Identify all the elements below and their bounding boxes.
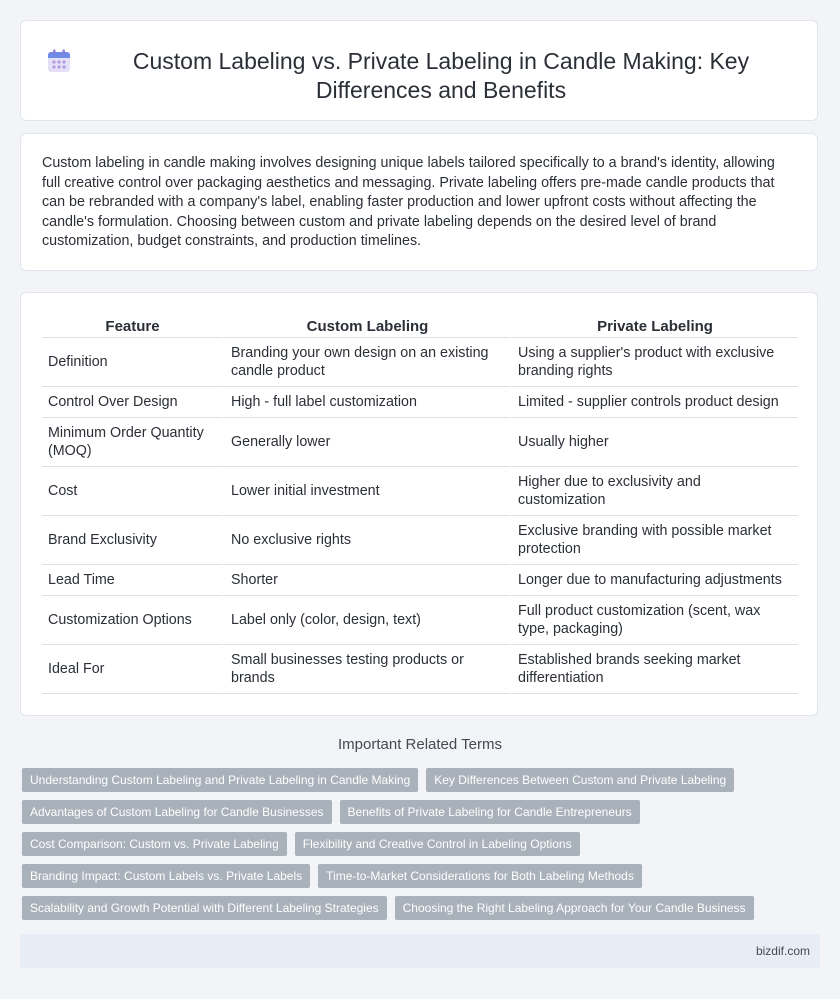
table-row [42,516,798,565]
related-term-link[interactable]: Cost Comparison: Custom vs. Private Labeling [22,832,287,856]
related-terms-list [22,768,802,920]
intro-card [20,133,818,271]
related-term-link[interactable]: Key Differences Between Custom and Private Labeling [426,768,734,792]
table-row [42,467,798,516]
private-cell: Higher due to exclusivity and customization [510,467,798,516]
custom-cell: No exclusive rights [223,516,510,565]
related-term-link[interactable]: Scalability and Growth Potential with Different Labeling Strategies [22,896,387,920]
related-term-link[interactable]: Flexibility and Creative Control in Labeling Options [295,832,580,856]
private-cell: Usually higher [510,418,798,467]
table-row [42,418,798,467]
header-private-labeling: Private Labeling [510,315,798,338]
related-term-link[interactable]: Choosing the Right Labeling Approach for Your Candle Business [395,896,754,920]
comparison-table [42,315,798,694]
table-row [42,596,798,645]
header-feature: Feature [42,315,223,338]
private-cell: Full product customization (scent, wax type, packaging) [510,596,798,645]
custom-cell: Branding your own design on an existing candle product [223,338,510,387]
private-cell: Using a supplier's product with exclusive branding rights [510,338,798,387]
custom-cell: Label only (color, design, text) [223,596,510,645]
feature-cell: Control Over Design [42,387,223,418]
feature-cell: Lead Time [42,565,223,596]
private-cell: Exclusive branding with possible market protection [510,516,798,565]
calendar-icon [47,49,71,73]
table-header-row [42,315,798,338]
title-card [20,20,818,121]
custom-cell: Shorter [223,565,510,596]
related-term-link[interactable]: Time-to-Market Considerations for Both Labeling Methods [318,864,642,888]
table-row [42,565,798,596]
table-row [42,338,798,387]
site-name[interactable]: bizdif.com [755,944,810,958]
related-term-link[interactable]: Understanding Custom Labeling and Private Labeling in Candle Making [22,768,418,792]
table-row [42,387,798,418]
feature-cell: Ideal For [42,645,223,694]
feature-cell: Cost [42,467,223,516]
header-custom-labeling: Custom Labeling [223,315,510,338]
related-terms-heading: Important Related Terms [338,736,502,753]
comparison-card [20,292,818,716]
feature-cell: Brand Exclusivity [42,516,223,565]
page-title: Custom Labeling vs. Private Labeling in Candle Making: Key Differences and Benefits [132,48,750,103]
private-cell: Longer due to manufacturing adjustments [510,565,798,596]
related-term-link[interactable]: Benefits of Private Labeling for Candle Entrepreneurs [340,800,640,824]
intro-paragraph: Custom labeling in candle making involves designing unique labels tailored specifically to a brand's identity, allowing full creative control over packaging aesthetics and messaging. Private labeling offers pre-made candle products that can be rebranded with a company's label, enabling faster production and lower upfront costs without affecting the candle's formulation. Choosing between custom and private labeling depends on the desired level of brand customization, budget constraints, and production timelines. [42,155,775,250]
custom-cell: Lower initial investment [223,467,510,516]
feature-cell: Minimum Order Quantity (MOQ) [42,418,223,467]
table-row [42,645,798,694]
feature-cell: Definition [42,338,223,387]
custom-cell: Small businesses testing products or brands [223,645,510,694]
private-cell: Limited - supplier controls product design [510,387,798,418]
private-cell: Established brands seeking market differentiation [510,645,798,694]
footer-bar [20,934,820,968]
related-term-link[interactable]: Branding Impact: Custom Labels vs. Private Labels [22,864,310,888]
related-term-link[interactable]: Advantages of Custom Labeling for Candle Businesses [22,800,332,824]
feature-cell: Customization Options [42,596,223,645]
custom-cell: High - full label customization [223,387,510,418]
custom-cell: Generally lower [223,418,510,467]
